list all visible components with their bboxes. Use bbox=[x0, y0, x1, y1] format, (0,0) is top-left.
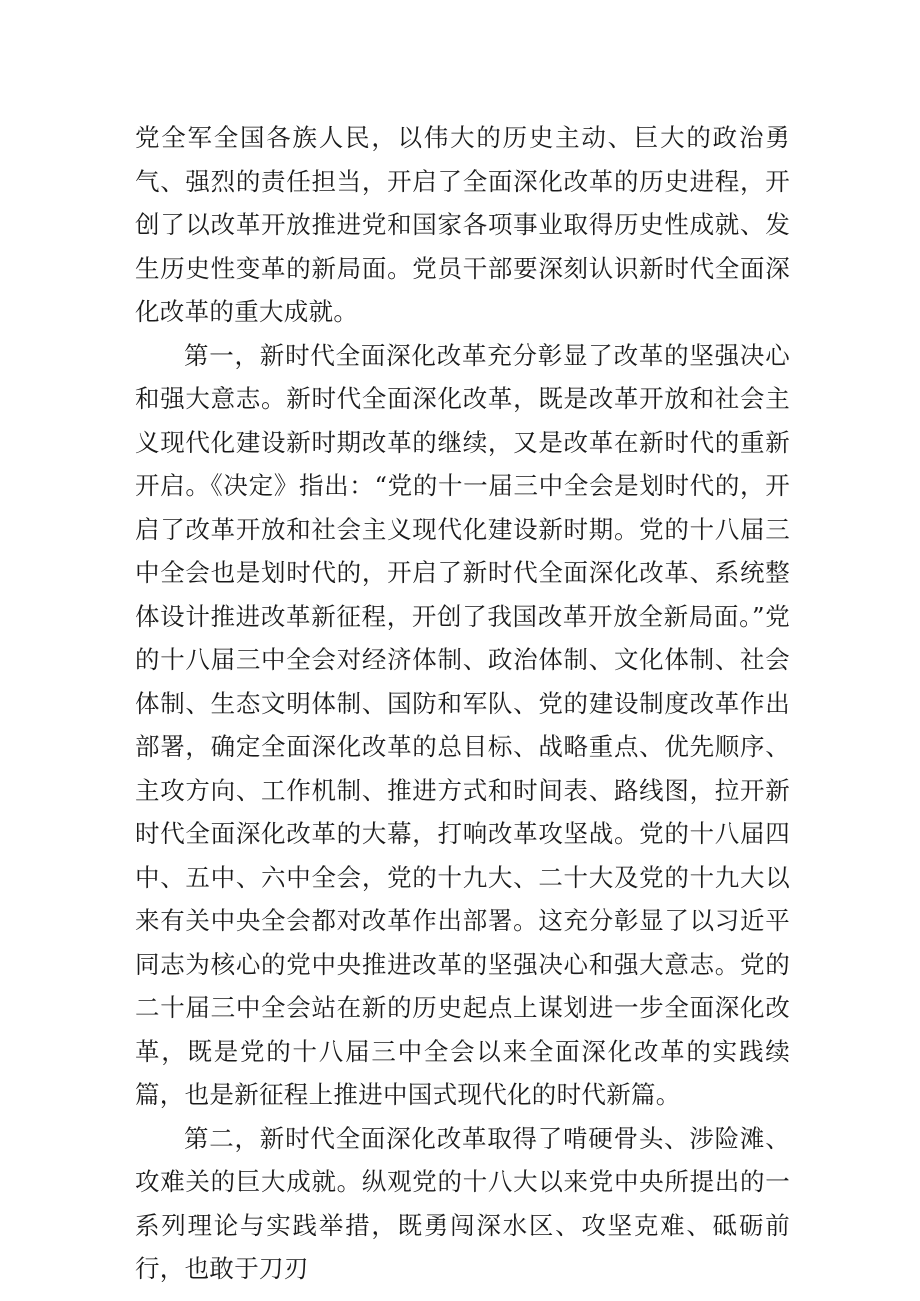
paragraph-first-point: 第一，新时代全面深化改革充分彰显了改革的坚强决心和强大意志。新时代全面深化改革，既是改革开放和社会主义现代化建设新时期改革的继续，又是改革在新时代的重新开启。《决定》指出：“党的十一届三中全会是划时代的，开启了改革开放和社会主义现代化建设新时期。党的十八届三中全会也是划时代的，开启了新时代全面深化改革、系统整体设计推进改革新征程，开创了我国改革开放全新局面。”党的十八届三中全会对经济体制、政治体制、文化体制、社会体制、生态文明体制、国防和军队、党的建设制度改革作出部署，确定全面深化改革的总目标、战略重点、优先顺序、主攻方向、工作机制、推进方式和时间表、路线图，拉开新时代全面深化改革的大幕，打响改革攻坚战。党的十八届四中、五中、六中全会，党的十九大、二十大及党的十九大以来有关中央全会都对改革作出部署。这充分彰显了以习近平同志为核心的党中央推进改革的坚强决心和强大意志。党的二十届三中全会站在新的历史起点上谋划进一步全面深化改革，既是党的十八届三中全会以来全面深化改革的实践续篇，也是新征程上推进中国式现代化的时代新篇。 bbox=[135, 340, 790, 1109]
paragraph-continuation: 党全军全国各族人民，以伟大的历史主动、巨大的政治勇气、强烈的责任担当，开启了全面深化改革的历史进程，开创了以改革开放推进党和国家各项事业取得历史性成就、发生历史性变革的新局面。党员干部要深刻认识新时代全面深化改革的重大成就。 bbox=[135, 123, 790, 326]
paragraph-second-point: 第二，新时代全面深化改革取得了啃硬骨头、涉险滩、攻难关的巨大成就。纵观党的十八大以来党中央所提出的一系列理论与实践举措，既勇闯深水区、攻坚克难、砥砺前行，也敢于刀刃 bbox=[135, 1123, 790, 1283]
document-body bbox=[135, 116, 790, 1291]
